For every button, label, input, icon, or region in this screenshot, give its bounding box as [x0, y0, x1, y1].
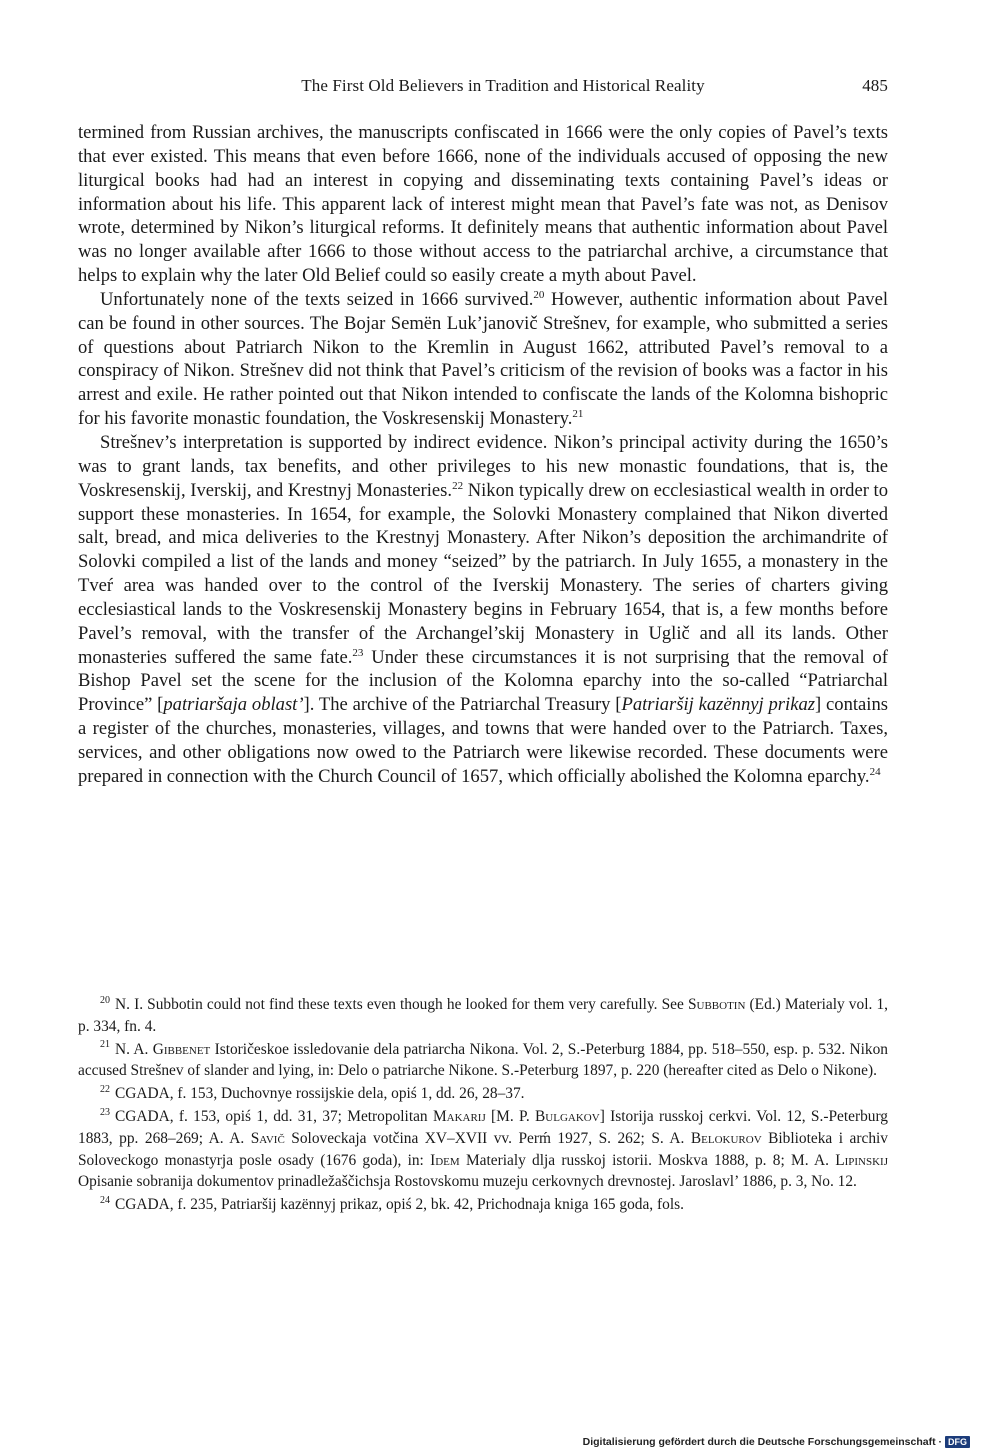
footnote [78, 1194, 888, 1216]
text-run: Materialy dlja russkoj istorii. Moskva 1888, p. 8; M. A. [459, 1151, 836, 1169]
text-run: Under these circumstances it is not surprising that the removal of Bishop Pavel set the scene for the inclusion of the Kolomna eparchy into the so-called “Patriarchal Province” [ [78, 646, 888, 716]
paragraph [78, 121, 888, 288]
footnotes [78, 994, 888, 1216]
author-name: Subbotin [687, 996, 746, 1013]
text-run: Nikon typically drew on ecclesiastical wealth in order to support these monasteries. In 1654, for example, the Solovki Monastery complained that Nikon diverted salt, bread, and mica deliveries to the Krestnyj Monastery. After Nikon’s deposition the archimandrite of Solovki compiled a list of the lands and money “seized” by the patriarch. In July 1655, a monastery in the Tveŕ area was handed over to the control of the Iverskij Monastery. The series of charters giving ecclesiastical lands to the Voskresenskij Monastery begins in February 1654, that is, a few months before Pavel’s removal, with the transfer of the Archangel’skij Monastery in Uglič and all its lands. Other monasteries suffered the same fate. [78, 479, 888, 668]
italic-term: patriaršaja oblast’ [163, 694, 304, 716]
footnote-ref: 20 [533, 288, 545, 301]
text-run: Soloveckaja votčina XV–XVII vv. Perḿ 1927, S. 262; S. A. [284, 1129, 691, 1147]
text-run: Strešnev’s interpretation is supported by indirect evidence. Nikon’s principal activity during the 1650’s was to grant lands, tax benefits, and other privileges to his new monastic foundations, that is, the Voskresenskij, Iverskij, and Krestnyj Monasteries. [78, 431, 888, 501]
author-name: Lipinskij [835, 1151, 888, 1169]
text-run: Biblioteka i archiv Soloveckogo monastyrja posle osady (1676 goda), in: [78, 1129, 888, 1169]
page-number: 485 [862, 76, 888, 95]
text-run: N. A. [115, 1040, 153, 1058]
author-name: Idem [430, 1151, 460, 1169]
text-run: Unfortunately none of the texts seized in 1666 survived. [100, 288, 534, 310]
author-name: Savič [250, 1129, 285, 1147]
author-name: Belokurov [690, 1129, 762, 1147]
footnote-ref: 24 [869, 765, 881, 778]
text-run: CGADA, f. 153, opiś 1, dd. 31, 37; Metropolitan [115, 1107, 433, 1125]
text-run: CGADA, f. 235, Patriaršij kazënnyj prikaz, opiś 2, bk. 42, Prichodnaja kniga 165 goda, fols. [115, 1196, 684, 1214]
text-run: Istoričeskoe issledovanie dela patriarcha Nikona. Vol. 2, S.-Peterburg 1884, pp. 518–550, esp. p. 532. Nikon accused Strešnev of slander and lying, in: Delo o patriarche Nikone. S.-Peterburg 1897, p. 220 (hereafter cited as Delo o Nikone). [78, 1040, 888, 1080]
text-run: ] Istorija russkoj cerkvi. Vol. 12, S.-Peterburg 1883, pp. 268–269; A. A. [78, 1107, 889, 1147]
main-text [78, 121, 888, 789]
paragraph [78, 288, 888, 431]
text-run: ] contains a register of the churches, monasteries, villages, and towns that were handed over to the Patriarch. Taxes, services, and other obligations now owed to the Patriarch were likewise recorded. These documents were prepared in connection with the Church Council of 1657, which officially abolished the Kolomna eparchy. [78, 694, 888, 787]
footnote [78, 1039, 888, 1083]
text-run: [M. P. [485, 1107, 536, 1125]
footnote-number: 24 [100, 1195, 110, 1207]
dfg-logo: DFG [945, 1436, 970, 1448]
running-head [78, 76, 888, 100]
footnote [78, 1083, 888, 1105]
text-run: CGADA, f. 153, Duchovnye rossijskie dela, opiś 1, dd. 26, 28–37. [115, 1085, 525, 1103]
footnote-number: 20 [100, 994, 110, 1006]
author-name: Bulgakov [535, 1107, 600, 1125]
funding-footer [583, 1436, 970, 1448]
text-run: However, authentic information about Pavel can be found in other sources. The Bojar Semën Luk’janovič Strešnev, for example, who submitted a series of questions about Patriarch Nikon to the Kremlin in August 1662, attributed Pavel’s removal to a conspiracy of Nikon. Strešnev did not think that Pavel’s criticism of the revision of books was a factor in his arrest and exile. He rather pointed out that Nikon intended to confiscate the lands of the Kolomna bishopric for his favorite monastic foundation, the Voskresenskij Monastery. [78, 288, 889, 430]
author-name: Gibbenet [152, 1040, 211, 1058]
italic-term: Patriaršij kazënnyj prikaz [621, 694, 815, 716]
funding-note: Digitalisierung gefördert durch die Deutsche Forschungsgemeinschaft · [582, 1436, 942, 1448]
footnote-number: 21 [100, 1039, 110, 1051]
footnote-ref: 22 [452, 479, 464, 492]
text-run: termined from Russian archives, the manuscripts confiscated in 1666 were the only copies of Pavel’s texts that ever existed. This means that even before 1666, none of the individuals accused of opposing the new liturgical books had had an interest in copying and disseminating texts containing Pavel’s ideas or information about his life. This apparent lack of interest might mean that Pavel’s fate was not, as Denisov wrote, determined by Nikon’s liturgical reforms. It definitely means that authentic information about Pavel was no longer available after 1666 to those without access to the patriarchal archive, a circumstance that helps to explain why the later Old Belief could so easily create a myth about Pavel. [78, 122, 888, 287]
text-run: ]. The archive of the Patriarchal Treasury [ [303, 694, 622, 716]
author-name: Makarij [432, 1107, 486, 1125]
footnote [78, 994, 888, 1038]
footnote [78, 1106, 888, 1193]
text-run: N. I. Subbotin could not find these texts even though he looked for them very carefully. See [115, 996, 688, 1013]
footnote-ref: 21 [572, 407, 584, 420]
text-run: (Ed.) Materialy vol. 1, p. 334, fn. 4. [78, 996, 888, 1035]
footnote-number: 22 [100, 1084, 110, 1096]
footnote-ref: 23 [352, 646, 364, 659]
text-run: Opisanie sobranija dokumentov prinadležaščichsja Rostovskomu muzeju cerkovnych drevnostej. Jaroslavl’ 1886, p. 3, No. 12. [78, 1173, 857, 1191]
paragraph [78, 431, 888, 789]
footnote-number: 23 [100, 1106, 110, 1118]
running-title: The First Old Believers in Tradition and Historical Reality [301, 76, 705, 95]
